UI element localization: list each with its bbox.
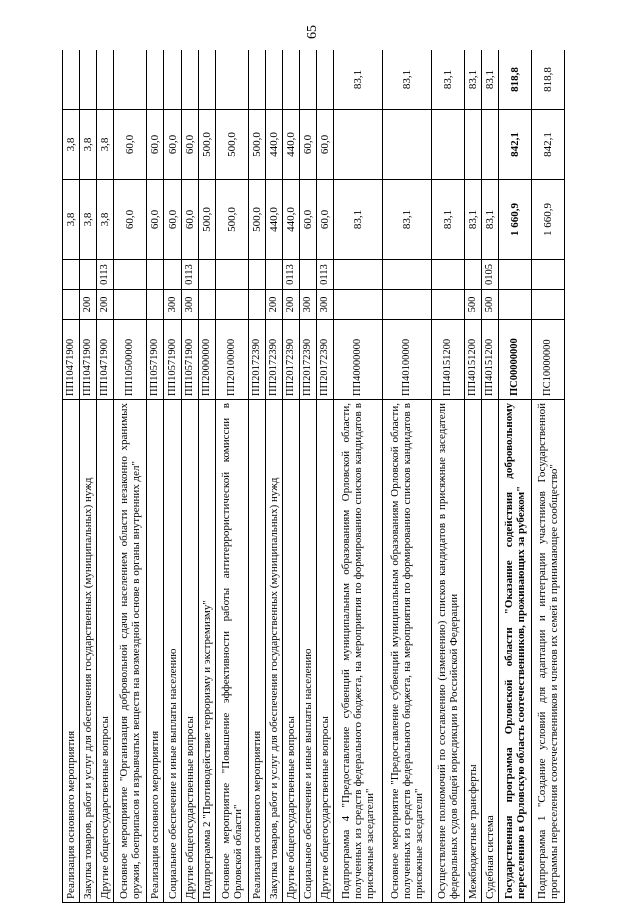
section-code-cell	[532, 260, 565, 290]
amount-1-cell: 60,0	[317, 180, 334, 260]
amount-1-cell: 83,1	[464, 180, 481, 260]
amount-3-cell	[300, 50, 317, 110]
amount-1-cell: 1 660,9	[532, 180, 565, 260]
row-name-cell: Судебная система	[481, 400, 498, 903]
page-number: 65	[305, 25, 320, 39]
row-name-cell: Основное мероприятие "Повышение эффективности работы антитеррористической комиссии в Орловской области"	[215, 400, 248, 903]
target-code-cell: ПП20172390	[300, 320, 317, 400]
expense-type-cell	[63, 290, 80, 320]
amount-1-cell: 1 660,9	[499, 180, 532, 260]
table-row	[248, 50, 265, 903]
amount-3-cell: 83,1	[383, 50, 432, 110]
target-code-cell: ПП20172390	[265, 320, 282, 400]
amount-1-cell: 3,8	[97, 180, 114, 260]
amount-1-cell: 500,0	[215, 180, 248, 260]
table-row	[198, 50, 215, 903]
row-name-cell: Другие общегосударственные вопросы	[97, 400, 114, 903]
amount-3-cell: 83,1	[431, 50, 464, 110]
section-code-cell: 0113	[97, 260, 114, 290]
amount-3-cell	[80, 50, 97, 110]
target-code-cell: ПП40151200	[464, 320, 481, 400]
table-row	[181, 50, 198, 903]
table-row	[215, 50, 248, 903]
target-code-cell: ПП10471900	[63, 320, 80, 400]
expense-type-cell: 200	[80, 290, 97, 320]
section-code-cell	[198, 260, 215, 290]
amount-3-cell	[248, 50, 265, 110]
table-row	[97, 50, 114, 903]
amount-3-cell	[215, 50, 248, 110]
amount-2-cell: 60,0	[317, 110, 334, 180]
row-name-cell: Межбюджетные трансферты	[464, 400, 481, 903]
section-code-cell: 0113	[283, 260, 300, 290]
amount-2-cell: 440,0	[283, 110, 300, 180]
target-code-cell: ПП20172390	[248, 320, 265, 400]
section-code-cell	[383, 260, 432, 290]
budget-table	[62, 50, 565, 903]
table-row	[265, 50, 282, 903]
amount-2-cell	[431, 110, 464, 180]
row-name-cell: Закупка товаров, работ и услуг для обеспечения государственных (муниципальных) нужд	[265, 400, 282, 903]
amount-1-cell: 60,0	[147, 180, 164, 260]
row-name-cell: Социальное обеспечение и иные выплаты населению	[164, 400, 181, 903]
row-name-cell: Закупка товаров, работ и услуг для обеспечения государственных (муниципальных) нужд	[80, 400, 97, 903]
row-name-cell: Основное мероприятие "Организация добровольной сдачи населением области незаконно хранимых оружия, боеприпасов и взрывчатых веществ на возмездной основе в органы внутренних дел"	[114, 400, 147, 903]
amount-1-cell: 440,0	[283, 180, 300, 260]
row-name-cell: Основное мероприятие "Предоставление субвенций муниципальным образованиям Орловской области, полученных из средств федерального бюджета, на мероприятия по формированию списков кандидатов в присяжные заседатели"	[383, 400, 432, 903]
row-name-cell: Подпрограмма 4 "Предоставление субвенций муниципальным образованиям Орловской области, полученных из средств федерального бюджета, на мероприятия по формированию списков кандидатов в присяжные заседатели"	[334, 400, 383, 903]
expense-type-cell	[248, 290, 265, 320]
section-code-cell	[464, 260, 481, 290]
target-code-cell: ПП10571900	[147, 320, 164, 400]
target-code-cell: ПП10471900	[80, 320, 97, 400]
target-code-cell: ПС10000000	[532, 320, 565, 400]
amount-2-cell: 3,8	[63, 110, 80, 180]
amount-2-cell: 60,0	[147, 110, 164, 180]
target-code-cell: ПП40100000	[383, 320, 432, 400]
section-code-cell	[114, 260, 147, 290]
section-code-cell: 0113	[181, 260, 198, 290]
row-name-cell: Подпрограмма 1 "Создание условий для адаптации и интеграции участников Государственной программы переселения соотечественников и членов их семей в принимающее сообщество"	[532, 400, 565, 903]
amount-3-cell	[283, 50, 300, 110]
table-row	[481, 50, 498, 903]
target-code-cell: ПП20100000	[215, 320, 248, 400]
expense-type-cell: 300	[181, 290, 198, 320]
amount-2-cell: 500,0	[248, 110, 265, 180]
amount-2-cell: 500,0	[198, 110, 215, 180]
amount-3-cell	[198, 50, 215, 110]
expense-type-cell	[499, 290, 532, 320]
expense-type-cell	[147, 290, 164, 320]
section-code-cell	[265, 260, 282, 290]
row-name-cell: Другие общегосударственные вопросы	[317, 400, 334, 903]
amount-3-cell: 83,1	[334, 50, 383, 110]
table-row	[63, 50, 80, 903]
row-name-cell: Социальное обеспечение и иные выплаты населению	[300, 400, 317, 903]
section-code-cell	[80, 260, 97, 290]
table-row	[499, 50, 532, 903]
expense-type-cell: 200	[283, 290, 300, 320]
table-row	[464, 50, 481, 903]
table-row	[532, 50, 565, 903]
row-name-cell: Реализация основного мероприятия	[147, 400, 164, 903]
expense-type-cell: 300	[164, 290, 181, 320]
amount-3-cell	[265, 50, 282, 110]
expense-type-cell	[334, 290, 383, 320]
amount-2-cell	[481, 110, 498, 180]
target-code-cell: ПП20000000	[198, 320, 215, 400]
target-code-cell: ПП20172390	[283, 320, 300, 400]
amount-2-cell: 60,0	[300, 110, 317, 180]
table-row	[300, 50, 317, 903]
amount-2-cell: 440,0	[265, 110, 282, 180]
budget-table-body	[63, 50, 565, 903]
amount-1-cell: 60,0	[114, 180, 147, 260]
row-name-cell: Другие общегосударственные вопросы	[283, 400, 300, 903]
expense-type-cell: 500	[464, 290, 481, 320]
amount-3-cell	[147, 50, 164, 110]
amount-1-cell: 440,0	[265, 180, 282, 260]
amount-1-cell: 60,0	[164, 180, 181, 260]
amount-3-cell: 83,1	[464, 50, 481, 110]
amount-3-cell: 818,8	[532, 50, 565, 110]
row-name-cell: Реализация основного мероприятия	[248, 400, 265, 903]
amount-3-cell: 818,8	[499, 50, 532, 110]
amount-1-cell: 3,8	[63, 180, 80, 260]
amount-1-cell: 60,0	[181, 180, 198, 260]
target-code-cell: ПП10500000	[114, 320, 147, 400]
expense-type-cell	[383, 290, 432, 320]
table-row	[147, 50, 164, 903]
row-name-cell: Государственная программа Орловской области "Оказание содействия добровольному переселению в Орловскую область соотечественников, проживающих за рубежом"	[499, 400, 532, 903]
amount-2-cell: 842,1	[499, 110, 532, 180]
expense-type-cell: 500	[481, 290, 498, 320]
amount-1-cell: 500,0	[198, 180, 215, 260]
row-name-cell: Подпрограмма 2 "Противодействие терроризму и экстремизму"	[198, 400, 215, 903]
target-code-cell: ПС00000000	[499, 320, 532, 400]
expense-type-cell	[532, 290, 565, 320]
expense-type-cell: 200	[265, 290, 282, 320]
amount-3-cell	[317, 50, 334, 110]
amount-2-cell	[464, 110, 481, 180]
section-code-cell	[431, 260, 464, 290]
target-code-cell: ПП40000000	[334, 320, 383, 400]
amount-1-cell: 3,8	[80, 180, 97, 260]
table-row	[283, 50, 300, 903]
section-code-cell	[334, 260, 383, 290]
expense-type-cell: 300	[317, 290, 334, 320]
section-code-cell	[164, 260, 181, 290]
section-code-cell: 0105	[481, 260, 498, 290]
amount-2-cell: 3,8	[80, 110, 97, 180]
expense-type-cell: 200	[97, 290, 114, 320]
amount-1-cell: 83,1	[334, 180, 383, 260]
amount-2-cell: 842,1	[532, 110, 565, 180]
expense-type-cell	[215, 290, 248, 320]
amount-2-cell	[383, 110, 432, 180]
target-code-cell: ПП20172390	[317, 320, 334, 400]
amount-3-cell	[63, 50, 80, 110]
amount-2-cell: 500,0	[215, 110, 248, 180]
amount-3-cell	[164, 50, 181, 110]
table-row	[431, 50, 464, 903]
expense-type-cell	[114, 290, 147, 320]
target-code-cell: ПП10471900	[97, 320, 114, 400]
section-code-cell	[63, 260, 80, 290]
target-code-cell: ПП40151200	[431, 320, 464, 400]
amount-3-cell	[114, 50, 147, 110]
amount-1-cell: 500,0	[248, 180, 265, 260]
expense-type-cell: 300	[300, 290, 317, 320]
expense-type-cell	[198, 290, 215, 320]
target-code-cell: ПП40151200	[481, 320, 498, 400]
row-name-cell: Реализация основного мероприятия	[63, 400, 80, 903]
target-code-cell: ПП10571900	[181, 320, 198, 400]
section-code-cell	[300, 260, 317, 290]
row-name-cell: Другие общегосударственные вопросы	[181, 400, 198, 903]
section-code-cell	[215, 260, 248, 290]
amount-1-cell: 83,1	[431, 180, 464, 260]
table-row	[334, 50, 383, 903]
amount-3-cell	[97, 50, 114, 110]
expense-type-cell	[431, 290, 464, 320]
amount-1-cell: 60,0	[300, 180, 317, 260]
section-code-cell	[248, 260, 265, 290]
amount-2-cell: 60,0	[114, 110, 147, 180]
target-code-cell: ПП10571900	[164, 320, 181, 400]
section-code-cell	[499, 260, 532, 290]
amount-1-cell: 83,1	[481, 180, 498, 260]
amount-2-cell: 60,0	[164, 110, 181, 180]
amount-2-cell: 3,8	[97, 110, 114, 180]
table-row	[164, 50, 181, 903]
rotated-table-wrapper	[62, 50, 565, 903]
amount-3-cell	[181, 50, 198, 110]
amount-2-cell	[334, 110, 383, 180]
amount-3-cell: 83,1	[481, 50, 498, 110]
table-row	[80, 50, 97, 903]
section-code-cell: 0113	[317, 260, 334, 290]
table-row	[114, 50, 147, 903]
table-row	[383, 50, 432, 903]
section-code-cell	[147, 260, 164, 290]
amount-1-cell: 83,1	[383, 180, 432, 260]
table-row	[317, 50, 334, 903]
amount-2-cell: 60,0	[181, 110, 198, 180]
row-name-cell: Осуществление полномочий по составлению (изменению) списков кандидатов в присяжные заседатели федеральных судов общей юрисдикции в Российской Федерации	[431, 400, 464, 903]
